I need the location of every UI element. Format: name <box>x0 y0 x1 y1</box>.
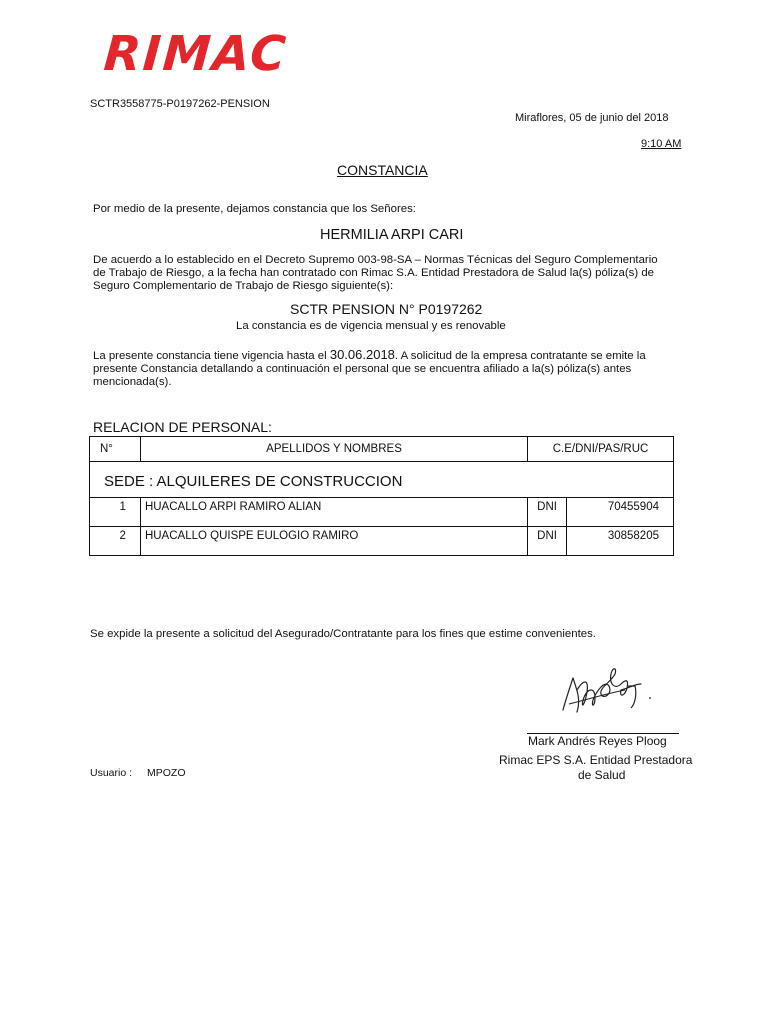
policy-note: La constancia es de vigencia mensual y es renovable <box>236 320 506 332</box>
row-doc-type: DNI <box>528 527 567 556</box>
header-names: APELLIDOS Y NOMBRES <box>140 437 527 462</box>
validity-line: presente Constancia detallando a continuación el personal que se encuentra afiliado a la(s) póliza(s) antes <box>93 363 632 375</box>
row-doc-number: 70455904 <box>567 498 674 527</box>
validity-paragraph <box>93 348 646 389</box>
legal-paragraph-line: De acuerdo a lo establecido en el Decreto Supremo 003-98-SA – Normas Técnicas del Seguro Complementario <box>93 254 658 266</box>
beneficiary-name: HERMILIA ARPI CARI <box>320 227 464 243</box>
legal-paragraph-line: Seguro Complementario de Trabajo de Riesgo siguiente(s): <box>93 280 394 292</box>
validity-text: . A solicitud de la empresa contratante se emite la <box>394 350 646 362</box>
intro-text: Por medio de la presente, dejamos constancia que los Señores: <box>93 203 416 215</box>
section-title: RELACION DE PERSONAL: <box>93 419 272 435</box>
row-doc-number: 30858205 <box>567 527 674 556</box>
reference-code: SCTR3558775-P0197262-PENSION <box>90 98 270 110</box>
signatory-org: Rimac EPS S.A. Entidad Prestadora <box>499 753 693 767</box>
header-document: C.E/DNI/PAS/RUC <box>528 437 674 462</box>
signatory-org-line2: de Salud <box>578 768 626 782</box>
table-row <box>90 498 674 527</box>
rimac-logo: RIMAC <box>102 26 290 82</box>
table-header-row <box>90 437 674 462</box>
user-value: MPOZO <box>147 767 186 779</box>
place-date: Miraflores, 05 de junio del 2018 <box>515 112 669 124</box>
row-doc-type: DNI <box>528 498 567 527</box>
row-number: 1 <box>90 498 141 527</box>
row-number: 2 <box>90 527 141 556</box>
signature-image <box>555 660 665 730</box>
header-number: N° <box>90 437 141 462</box>
table-row <box>90 527 674 556</box>
closing-text: Se expide la presente a solicitud del Asegurado/Contratante para los fines que estime convenientes. <box>90 628 596 640</box>
legal-paragraph-line: de Trabajo de Riesgo, a la fecha han contratado con Rimac S.A. Entidad Prestadora de Salud la(s) póliza(s) de <box>93 267 654 279</box>
row-name: HUACALLO ARPI RAMIRO ALIAN <box>140 498 527 527</box>
validity-date: 30.06.2018 <box>329 347 395 362</box>
validity-text: La presente constancia tiene vigencia hasta el <box>93 350 330 362</box>
signatory-name: Mark Andrés Reyes Ploog <box>528 734 667 748</box>
user-label: Usuario : <box>90 767 133 779</box>
sede-label: SEDE : ALQUILERES DE CONSTRUCCION <box>90 462 674 498</box>
validity-line: mencionada(s). <box>93 376 172 388</box>
validity-line <box>93 348 646 363</box>
issue-time: 9:10 AM <box>641 138 682 150</box>
sede-row <box>90 462 674 498</box>
row-name: HUACALLO QUISPE EULOGIO RAMIRO <box>140 527 527 556</box>
personnel-table <box>89 436 674 556</box>
legal-paragraph <box>93 254 658 293</box>
policy-number: SCTR PENSION N° P0197262 <box>290 301 483 317</box>
document-title: CONSTANCIA <box>337 162 428 178</box>
